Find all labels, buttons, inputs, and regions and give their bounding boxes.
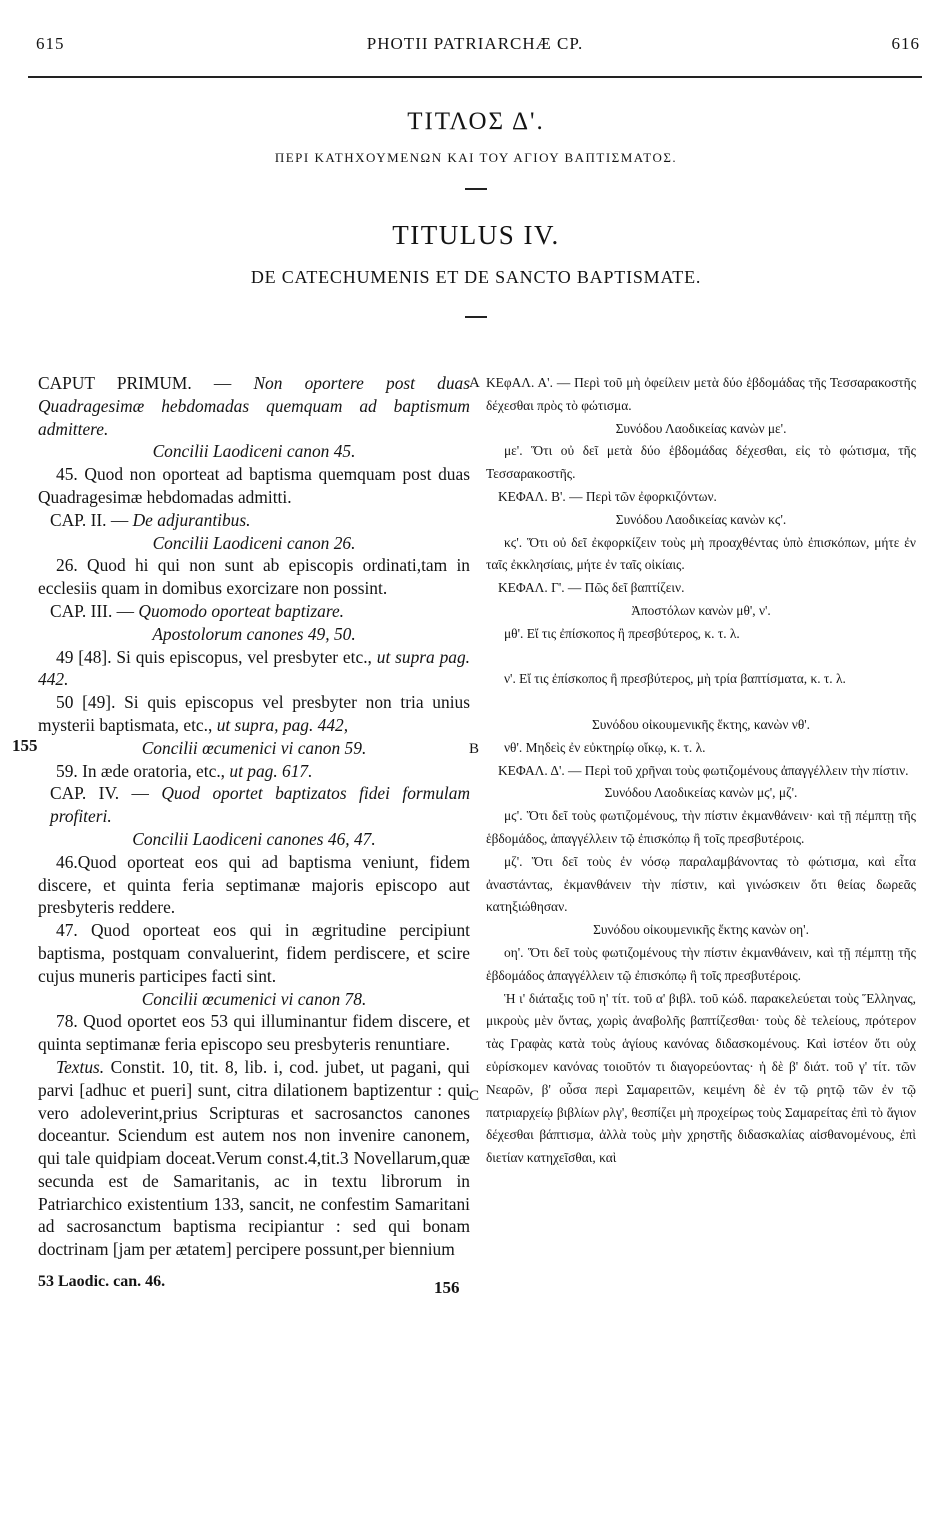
running-title: PHOTII PATRIARCHÆ CP. xyxy=(366,34,584,53)
canon-text: 49 [48]. Si quis episcopus, vel presbyter etc., ut supra pag. 442. xyxy=(38,646,471,690)
canon-heading: Concilii œcumenici vi canon 59. xyxy=(141,737,367,758)
chapter-2-heading: CAP. II. — De adjurantibus. xyxy=(50,509,251,530)
title-divider xyxy=(465,188,487,190)
greek-canon-text: μζ'. Ὅτι δεῖ τοὺς ἐν νόσῳ παραλαμβάνοντας τὸ φώτισμα, καὶ εἶτα ἀναστάντας, ἐκμανθάνειν τὴν πίστιν, καὶ γινώσκειν ὅτι θείας δωρεᾶς κατηξιώθησαν. xyxy=(486,853,916,915)
page-header xyxy=(30,34,920,64)
greek-canon-heading: Συνόδου οἰκουμενικῆς ἕκτης κανὼν οη'. xyxy=(593,922,809,938)
marker-b: B xyxy=(469,741,480,757)
canon-heading: Concilii œcumenici vi canon 78. xyxy=(141,988,367,1009)
margin-number-156: 156 xyxy=(434,1278,460,1297)
greek-canon-heading: Συνόδου Λαοδικείας κανὼν μϛ', μζ'. xyxy=(604,785,798,801)
greek-canon-text: νθ'. Μηδεὶς ἐν εὐκτηρίῳ οἴκῳ, κ. τ. λ. xyxy=(504,739,706,755)
spacer xyxy=(486,691,916,714)
canon-text: 45. Quod non oporteat ad baptisma quemquam post duas Quadragesimæ hebdomadas admitti. xyxy=(38,464,470,507)
page-number-left: 615 xyxy=(36,34,65,53)
latin-title: TITULUS IV. xyxy=(392,220,560,250)
greek-canon-text: κϛ'. Ὅτι οὐ δεῖ ἐκφορκίζειν τοὺς μὴ προαχθέντας ὑπὸ ἐπισκόπων, μήτε ἐν ταῖς ἐκκλησίαις, μήτε ἐν ταῖς οἰκίαις. xyxy=(486,534,916,573)
greek-textus-paragraph: Ἡ ι' διάταξις τοῦ η' τίτ. τοῦ α' βιβλ. τοῦ κώδ. παρακελεύεται τοὺς Ἕλληνας, μικροὺς μὲν ὄντας, χωρὶς ἀναβολῆς βαπτίζεσθαι· τοὺς δὲ τελείους, πρότερον τὰς Γραφὰς κατὰ τοὺς ἁγίους κανόνας διδασκομένους. Καὶ ἰστέον ὅτι οὐχ εὑρίσκομεν κανόνας τοιοῦτόν τι διαγορεύοντας· ἡ δὲ β' διάτ. τοῦ γ' τίτ. τῶν Νεαρῶν, β' οὖσα περὶ Σαμαρειτῶν, κειμένη δὲ ἐν τῷ ρητῷ τῶν ἐν τῷ πατριαρχείῳ βιβλίων ρλγ', θεσπίζει μὴ προχείρως τοὺς Σαμαρείτας ἐπὶ τὸ ἅγιον δέχεσθαι βάπτισμα, ἀλλὰ τοὺς μὴν χρηστῆς διδασκαλίας αἰσθανομένους, ἐπὶ διετίαν κατηχεῖσθαι, καὶ xyxy=(486,990,916,1166)
greek-column xyxy=(486,372,916,1170)
greek-canon-text: οη'. Ὅτι δεῖ τοὺς φωτιζομένους τὴν πίστιν ἐκμανθάνειν, καὶ τῇ πέμπτῃ τῆς ἑβδομάδος ἀπαγγέλλειν τῷ ἐπισκόπῳ ἢ τοῖς πρεσβυτέροις. xyxy=(486,944,916,983)
section-titles xyxy=(0,100,952,318)
canon-text: 78. Quod oportet eos 53 qui illuminantur fidem discere, et quinta septimanæ feria episcopo seu presbyteris renuntiare. xyxy=(38,1011,470,1055)
footnote: 53 Laodic. can. 46. xyxy=(38,1273,166,1291)
textus-paragraph: Textus. Constit. 10, tit. 8, lib. i, cod. jubet, ut pagani, qui parvi [adhuc et pueri] sunt, citra dilationem baptizentur : qui vero adoleverint,prius Scripturas et sacrosanctos canones doceantur. Sciendum est autem nos non invenire canonem, qui tale quidpiam doceat.Verum const.4,tit.3 Novellarum,quæ secunda est de Samaritanis, ac in textu librorum in Patriarchico existentium 133, sancit, ne confestim Samaritani ad sacrosanctum baptisma recipiantur : sed qui bonam doctrinam [jam per ætatem] percipere possunt,per biennium xyxy=(38,1056,470,1260)
canon-heading: Concilii Laodiceni canones 46, 47. xyxy=(132,828,376,849)
greek-canon-text: με'. Ὅτι οὐ δεῖ μετὰ δύο ἑβδομάδας δέχεσθαι, εἰς τὸ φώτισμα, τῆς Τεσσαρακοστῆς. xyxy=(486,443,916,482)
greek-canon-heading: Συνόδου Λαοδικείας κανὼν κϛ'. xyxy=(615,511,787,527)
canon-text: 59. In æde oratoria, etc., ut pag. 617. xyxy=(56,760,313,781)
greek-canon-heading: Ἀποστόλων κανὼν μθ', ν'. xyxy=(631,602,771,618)
header-rule xyxy=(28,76,922,78)
marker-a: A xyxy=(469,375,480,391)
latin-column xyxy=(38,372,470,1294)
canon-text: 50 [49]. Si quis episcopus vel presbyter non tria unius mysterii baptismata, etc., ut supra, pag. 442, xyxy=(38,692,470,735)
greek-canon-text: μϛ'. Ὅτι δεῖ τοὺς φωτιζομένους, τὴν πίστιν ἐκμανθάνειν· καὶ τῇ πέμπτῃ τῆς ἑβδομάδος, ἀπαγγέλλειν τῷ ἐπισκόπῳ ἢ τοῖς πρεσβυτέροις. xyxy=(486,808,916,846)
canon-text: 26. Quod hi qui non sunt ab episcopis ordinati,tam in ecclesiis quam in domibus exorcizare non possint. xyxy=(38,555,470,599)
chapter-4-heading: CAP. IV. — Quod oportet baptizatos fidei formulam profiteri. xyxy=(50,783,471,827)
title-divider-2 xyxy=(465,316,487,318)
greek-chapter-heading: ΚΕΦΑΛ. Β'. — Περὶ τῶν ἐφορκιζόντων. xyxy=(498,488,717,504)
canon-heading: Apostolorum canones 49, 50. xyxy=(152,623,356,644)
chapter-3-heading: CAP. III. — Quomodo oporteat baptizare. xyxy=(50,600,345,621)
marker-c: C xyxy=(469,1088,480,1104)
greek-canon-text: μθ'. Εἴ τις ἐπίσκοπος ἢ πρεσβύτερος, κ. τ. λ. xyxy=(504,625,740,641)
greek-chapter-heading: ΚΕφΑΛ. Α'. — Περὶ τοῦ μὴ ὀφείλειν μετὰ δύο ἑβδομάδας τῆς Τεσσαρακοστῆς δέχεσθαι πρὸς τὸ φώτισμα. xyxy=(486,375,916,413)
canon-text: 47. Quod oporteat eos qui in ægritudine percipiunt baptisma, postquam convaluerint, fidem perdiscere, et scire cujus muneris participes facti sint. xyxy=(38,920,470,986)
greek-chapter-heading: ΚΕΦΑΛ. Γ'. — Πῶς δεῖ βαπτίζειν. xyxy=(498,580,685,596)
greek-chapter-heading: ΚΕΦΑΛ. Δ'. — Περὶ τοῦ χρῆναι τοὺς φωτιζομένους ἀπαγγέλλειν τὴν πίστιν. xyxy=(498,762,909,778)
chapter-1-heading: CAPUT PRIMUM. — Non oportere post duas Quadragesimæ hebdomadas quemquam ad baptismum admittere. xyxy=(38,373,470,439)
margin-number-155: 155 xyxy=(12,736,38,755)
spacer xyxy=(486,646,916,669)
greek-canon-text: ν'. Εἴ τις ἐπίσκοπος ἢ πρεσβύτερος, μὴ τρία βαπτίσματα, κ. τ. λ. xyxy=(504,671,846,687)
greek-canon-heading: Συνόδου Λαοδικείας κανὼν με'. xyxy=(615,420,787,436)
page-number-right: 616 xyxy=(891,34,920,53)
greek-canon-heading: Συνόδου οἰκουμενικῆς ἕκτης, κανὼν νθ'. xyxy=(592,716,810,732)
canon-heading: Concilii Laodiceni canon 26. xyxy=(152,532,356,553)
canon-heading: Concilii Laodiceni canon 45. xyxy=(152,441,356,462)
greek-title: ΤΙΤΛΟΣ Δ'. xyxy=(407,108,545,135)
latin-subtitle: DE CATECHUMENIS ET DE SANCTO BAPTISMATE. xyxy=(250,267,702,287)
canon-text: 46.Quod oporteat eos qui ad baptisma veniunt, fidem discere, et quinta feria septimanæ majoris episcopo aut presbyteris reddere. xyxy=(38,851,470,918)
greek-subtitle: ΠΕΡΙ ΚΑΤΗΧΟΥΜΕΝΩΝ ΚΑΙ ΤΟΥ ΑΓΙΟΥ ΒΑΠΤΙΣΜΑΤΟΣ. xyxy=(274,150,678,165)
